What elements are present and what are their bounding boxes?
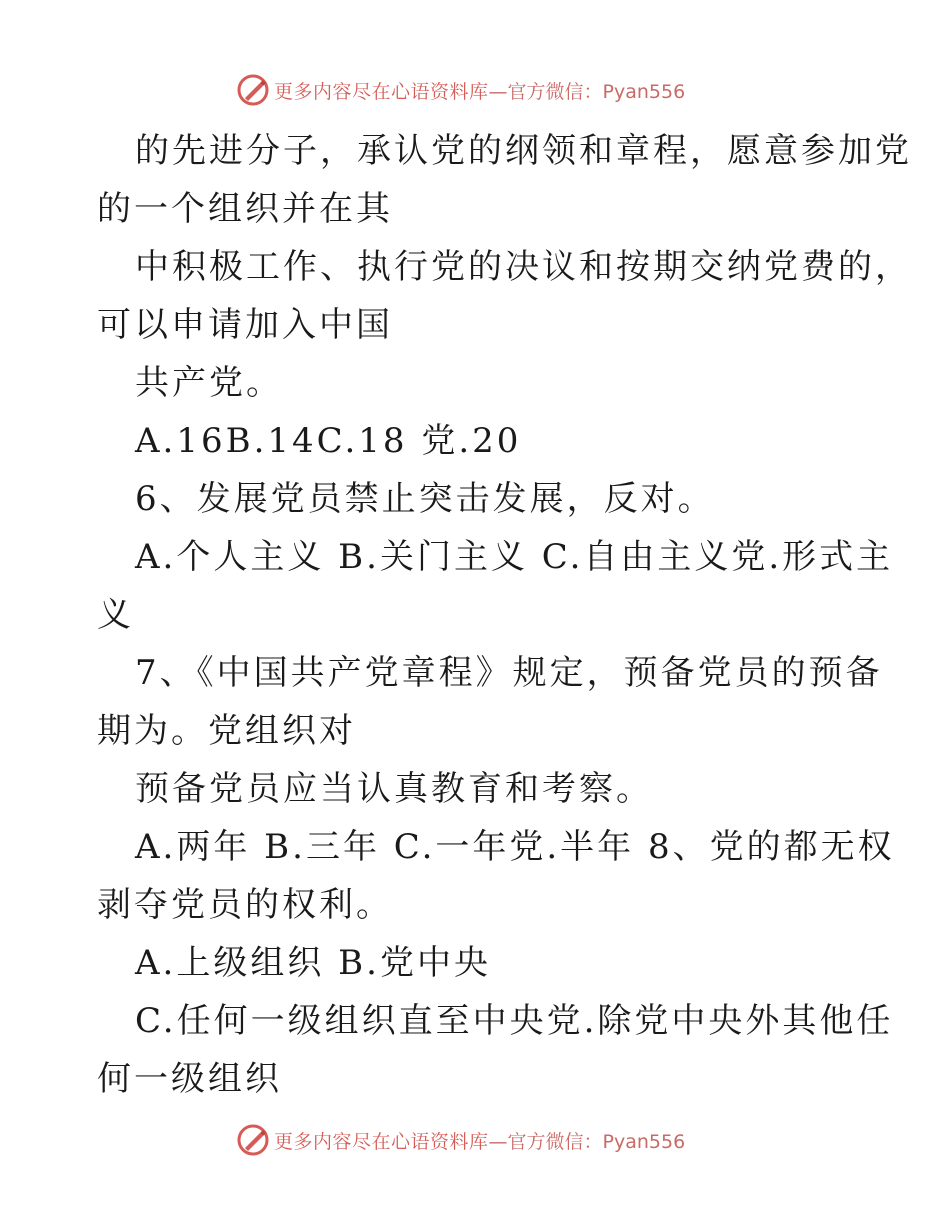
text-line: 中积极工作、执行党的决议和按期交纳党费的， [135,247,912,287]
text-line: 期为。党组织对 [97,711,356,751]
watermark-header [236,72,685,108]
document-body [97,122,912,1108]
text-line: 共产党。 [135,363,283,403]
watermark-contact: —官方微信：Pyan556 [488,1130,686,1153]
answer-options: A.两年 B.三年 C.一年党.半年 8、党的都无权 [135,827,895,867]
answer-options: A.个人主义 B.关门主义 C.自由主义党.形式主 [135,537,894,577]
text-line: 预备党员应当认真教育和考察。 [135,769,653,809]
answer-options: A.上级组织 B.党中央 [135,943,491,983]
text-line: 的先进分子，承认党的纲领和章程，愿意参加党 [135,131,912,171]
question-7: 7、《中国共产党章程》规定，预备党员的预备 [135,653,883,693]
answer-options: C.任何一级组织直至中央党.除党中央外其他任 [135,1001,894,1041]
question-6: 6、发展党员禁止突击发展，反对。 [135,479,715,519]
pen-seal-icon [236,1123,270,1157]
text-line: 的一个组织并在其 [97,189,393,229]
text-line: 义 [97,595,134,635]
text-line: 何一级组织 [97,1059,282,1099]
answer-options: A.16B.14C.18 党.20 [135,421,522,461]
text-line: 剥夺党员的权利。 [97,885,393,925]
watermark-brand: 更多内容尽在心语资料库 [274,1130,489,1153]
watermark-footer [236,1122,685,1158]
text-line: 可以申请加入中国 [97,305,393,345]
watermark-contact: —官方微信：Pyan556 [488,80,686,103]
watermark-brand: 更多内容尽在心语资料库 [274,80,489,103]
pen-seal-icon [236,73,270,107]
